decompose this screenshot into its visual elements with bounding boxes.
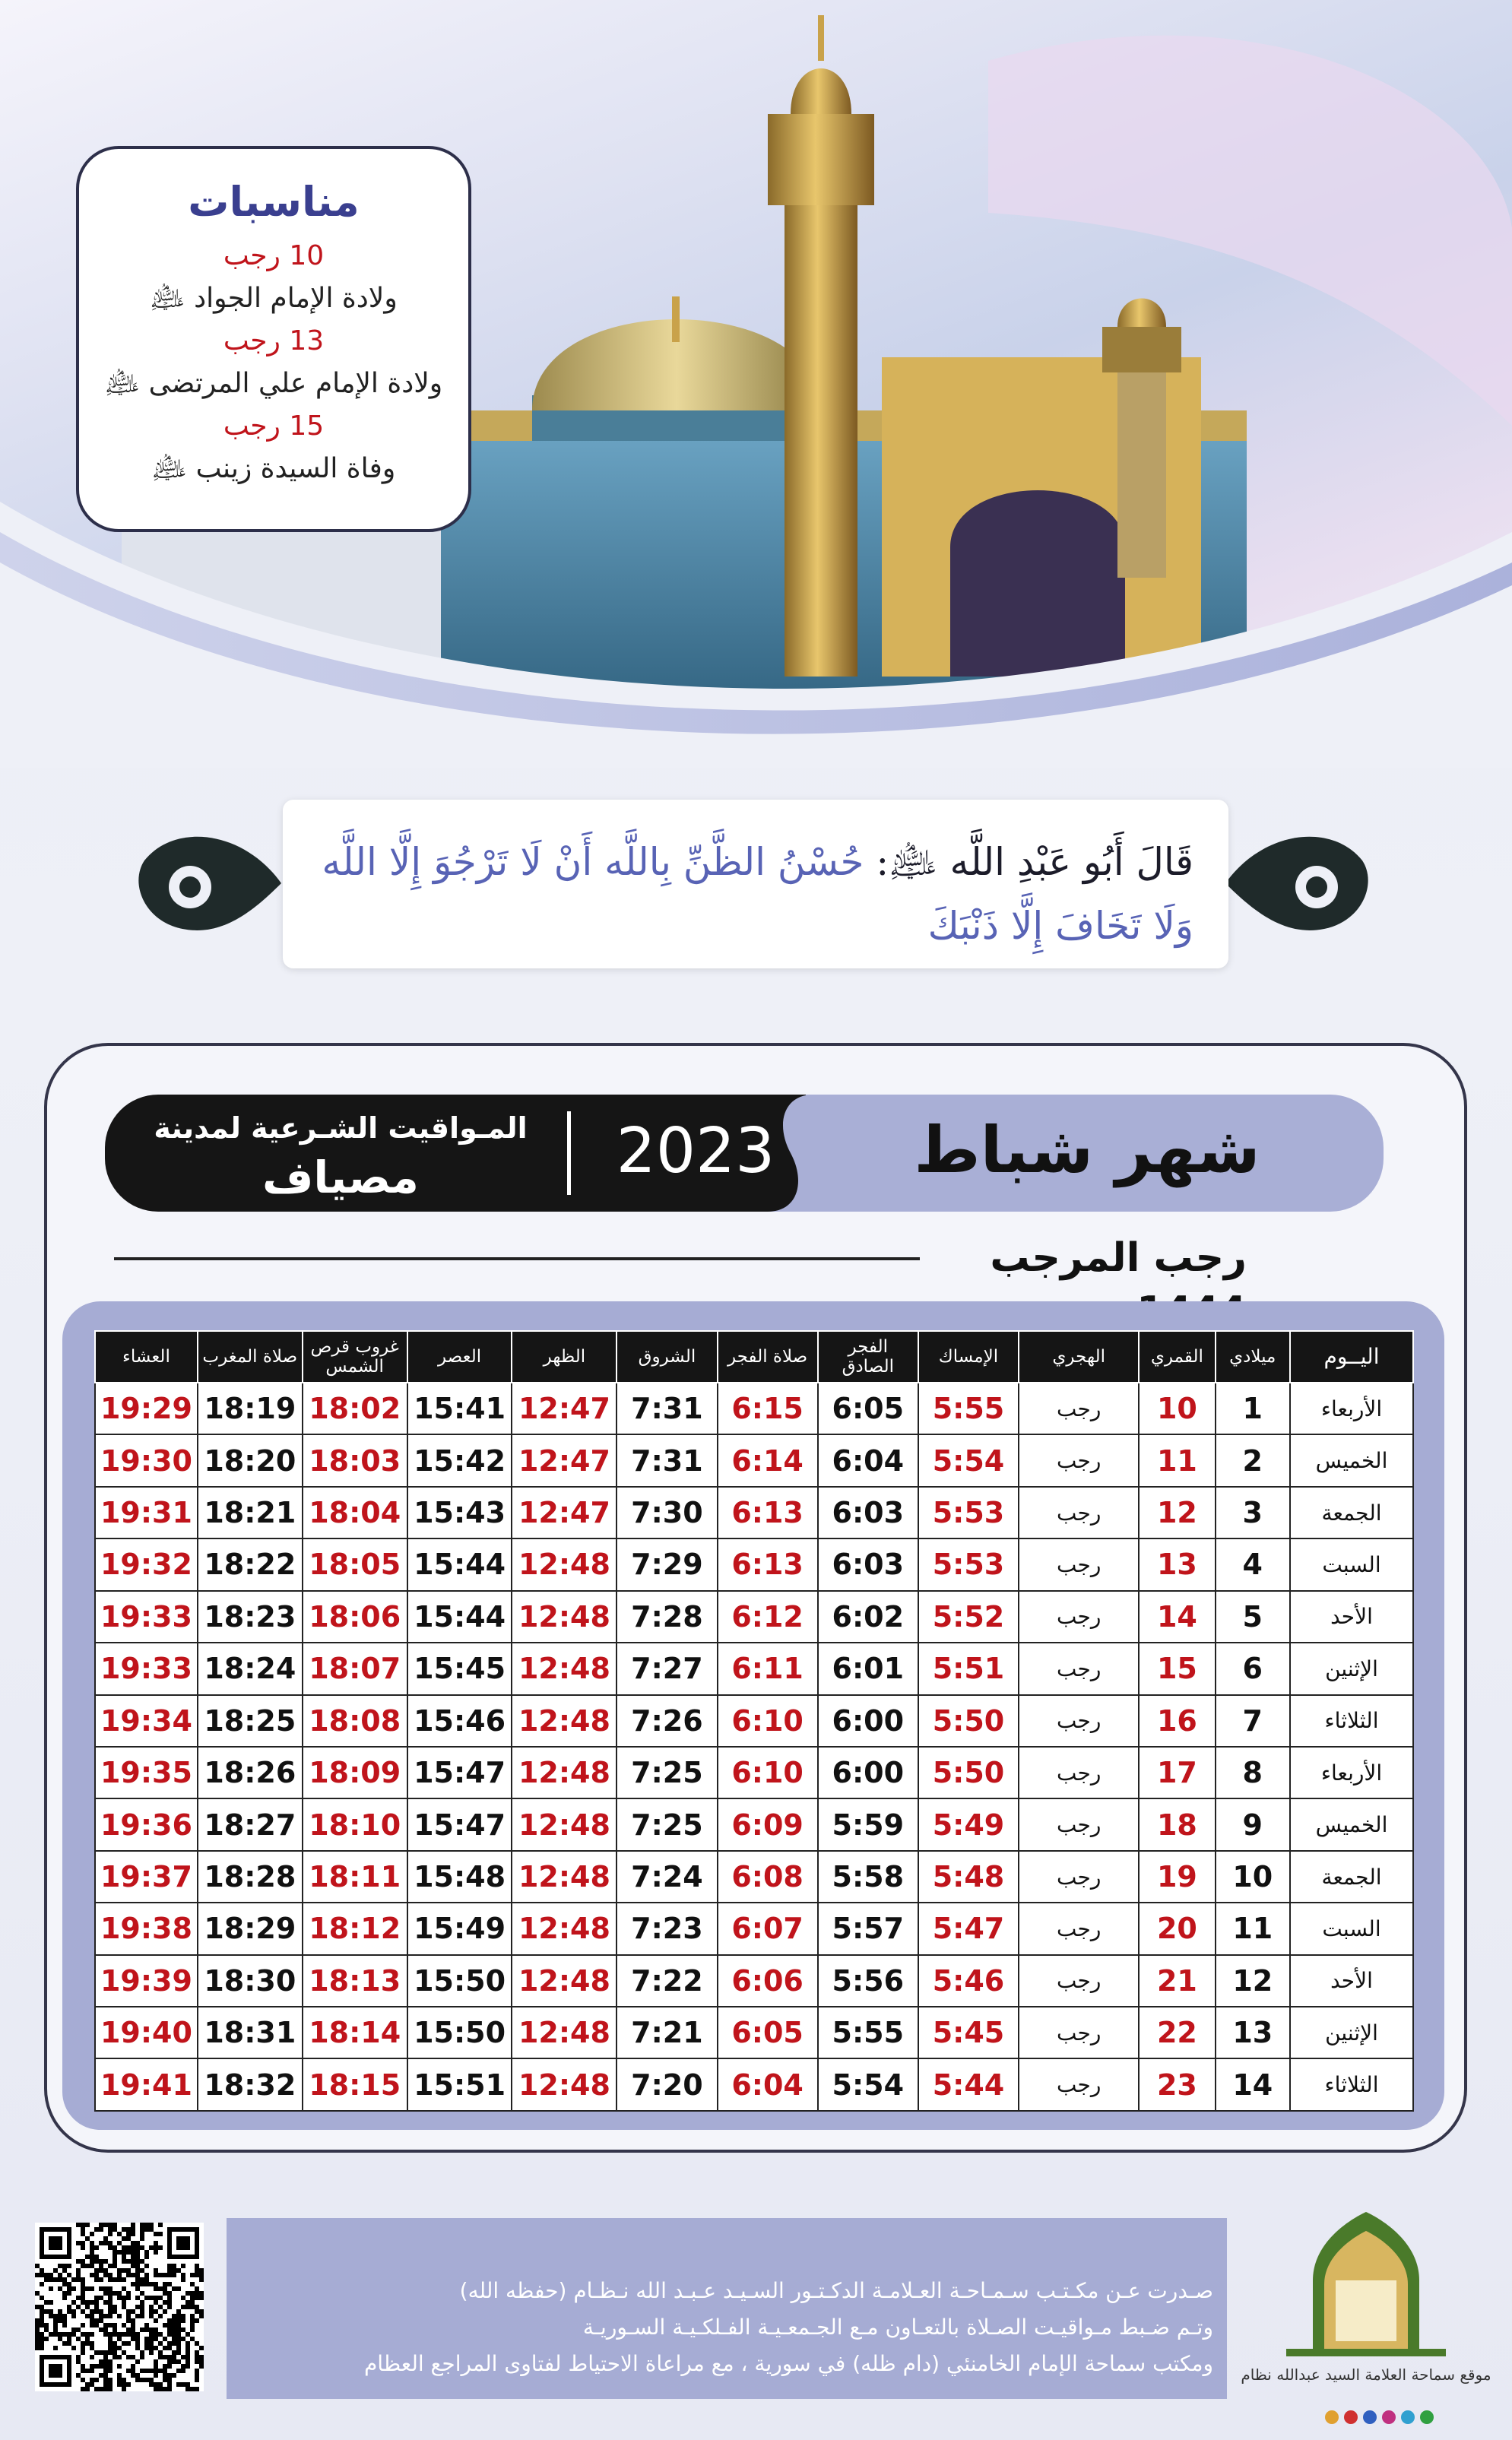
table-cell: 18:32 — [198, 2058, 303, 2111]
table-cell: 5:53 — [918, 1487, 1019, 1538]
quote-text: حُسْنُ الظَّنِّ بِاللَّه أَنْ لَا تَرْجُوَ إِلَّا اللَّه وَلَا تَخَافَ إِلَّا ذَنْبَكَ — [322, 840, 1193, 948]
table-row — [95, 1434, 1413, 1486]
table-cell: 18:23 — [198, 1591, 303, 1643]
table-cell: السبت — [1290, 1903, 1413, 1954]
table-cell: 2 — [1216, 1434, 1290, 1486]
table-cell: 5:44 — [918, 2058, 1019, 2111]
table-cell: 5:57 — [818, 1903, 918, 1954]
table-cell: 13 — [1216, 2007, 1290, 2058]
table-cell: الخميس — [1290, 1434, 1413, 1486]
table-cell: 7:29 — [617, 1538, 717, 1590]
table-row — [95, 1591, 1413, 1643]
table-cell: الإثنين — [1290, 2007, 1413, 2058]
table-cell: 18:24 — [198, 1643, 303, 1694]
events-card — [76, 146, 471, 532]
table-row — [95, 1383, 1413, 1434]
table-cell: 12:48 — [512, 2058, 617, 2111]
hijri-underline — [114, 1257, 920, 1260]
table-cell: 6:00 — [818, 1747, 918, 1798]
table-cell: 7:31 — [617, 1434, 717, 1486]
table-cell: 18:19 — [198, 1383, 303, 1434]
table-cell: 6:13 — [718, 1487, 818, 1538]
event-date: 10 رجب — [223, 240, 325, 271]
quote-box — [283, 800, 1228, 968]
table-cell: 19:38 — [95, 1903, 198, 1954]
table-cell: 23 — [1139, 2058, 1215, 2111]
table-row — [95, 1487, 1413, 1538]
table-cell: 18:30 — [198, 1955, 303, 2007]
table-cell: 18:02 — [303, 1383, 407, 1434]
table-cell: 7:26 — [617, 1695, 717, 1747]
table-cell: 7 — [1216, 1695, 1290, 1747]
table-cell: 12:48 — [512, 1903, 617, 1954]
table-cell: 5:49 — [918, 1798, 1019, 1850]
table-cell: 18:06 — [303, 1591, 407, 1643]
event-date: 15 رجب — [223, 410, 325, 442]
table-cell: 18:28 — [198, 1851, 303, 1903]
table-cell: 8 — [1216, 1747, 1290, 1798]
table-cell: 16 — [1139, 1695, 1215, 1747]
table-cell: 9 — [1216, 1798, 1290, 1850]
table-cell: الأربعاء — [1290, 1747, 1413, 1798]
table-cell: 18:21 — [198, 1487, 303, 1538]
table-cell: 19:39 — [95, 1955, 198, 2007]
table-cell: 5:48 — [918, 1851, 1019, 1903]
table-cell: 12:48 — [512, 1851, 617, 1903]
table-cell: 14 — [1139, 1591, 1215, 1643]
events-title: مناسبات — [188, 178, 360, 226]
table-cell: رجب — [1019, 1538, 1139, 1590]
table-cell: 5:51 — [918, 1643, 1019, 1694]
table-cell: رجب — [1019, 1591, 1139, 1643]
table-cell: 15:42 — [407, 1434, 512, 1486]
table-cell: 7:24 — [617, 1851, 717, 1903]
table-cell: 19:36 — [95, 1798, 198, 1850]
table-cell: 18:31 — [198, 2007, 303, 2058]
table-cell: 12:47 — [512, 1434, 617, 1486]
col-header: الهجري — [1019, 1331, 1139, 1383]
table-cell: 18:29 — [198, 1903, 303, 1954]
table-cell: 20 — [1139, 1903, 1215, 1954]
table-cell: 12:48 — [512, 2007, 617, 2058]
table-cell: 19:34 — [95, 1695, 198, 1747]
table-cell: 15:44 — [407, 1538, 512, 1590]
table-cell: 3 — [1216, 1487, 1290, 1538]
table-cell: 7:23 — [617, 1903, 717, 1954]
table-cell: رجب — [1019, 1747, 1139, 1798]
table-row — [95, 1695, 1413, 1747]
table-cell: الجمعة — [1290, 1487, 1413, 1538]
event-name: وفاة السيدة زينب ﵇ — [151, 453, 396, 484]
table-cell: 6:07 — [718, 1903, 818, 1954]
table-cell: 6:11 — [718, 1643, 818, 1694]
table-cell: 5:47 — [918, 1903, 1019, 1954]
table-cell: 19:33 — [95, 1643, 198, 1694]
table-cell: رجب — [1019, 1851, 1139, 1903]
col-header: الإمساك — [918, 1331, 1019, 1383]
table-cell: 18:26 — [198, 1747, 303, 1798]
table-cell: 18:11 — [303, 1851, 407, 1903]
col-header: القمري — [1139, 1331, 1215, 1383]
table-cell: 15 — [1139, 1643, 1215, 1694]
table-cell: 18:07 — [303, 1643, 407, 1694]
table-cell: 18:25 — [198, 1695, 303, 1747]
table-cell: 19:37 — [95, 1851, 198, 1903]
table-cell: 12 — [1216, 1955, 1290, 2007]
table-cell: رجب — [1019, 1643, 1139, 1694]
table-cell: 6:10 — [718, 1695, 818, 1747]
table-cell: 14 — [1216, 2058, 1290, 2111]
qr-code-icon — [35, 2223, 204, 2391]
table-cell: رجب — [1019, 1383, 1139, 1434]
col-header: صلاة المغرب — [198, 1331, 303, 1383]
table-cell: 12:48 — [512, 1955, 617, 2007]
table-cell: الخميس — [1290, 1798, 1413, 1850]
table-row — [95, 1643, 1413, 1694]
table-cell: 5:54 — [818, 2058, 918, 2111]
table-cell: 19:32 — [95, 1538, 198, 1590]
table-cell: 1 — [1216, 1383, 1290, 1434]
table-row — [95, 2007, 1413, 2058]
table-cell: 5:59 — [818, 1798, 918, 1850]
table-cell: 7:22 — [617, 1955, 717, 2007]
col-header: الظهر — [512, 1331, 617, 1383]
table-cell: 15:46 — [407, 1695, 512, 1747]
table-cell: رجب — [1019, 1695, 1139, 1747]
table-cell: الجمعة — [1290, 1851, 1413, 1903]
table-cell: 5:50 — [918, 1747, 1019, 1798]
table-cell: 19:31 — [95, 1487, 198, 1538]
table-cell: 6:04 — [718, 2058, 818, 2111]
table-cell: 18:08 — [303, 1695, 407, 1747]
hijri-month: رجب المرجب — [990, 1235, 1247, 1281]
table-cell: 6:09 — [718, 1798, 818, 1850]
table-cell: رجب — [1019, 2007, 1139, 2058]
table-cell: 15:50 — [407, 2007, 512, 2058]
logo-icon — [1241, 2197, 1491, 2440]
table-cell: 18:10 — [303, 1798, 407, 1850]
table-cell: 18:13 — [303, 1955, 407, 2007]
hero-image — [0, 0, 1512, 768]
table-cell: رجب — [1019, 1798, 1139, 1850]
table-cell: 22 — [1139, 2007, 1215, 2058]
table-row — [95, 1798, 1413, 1850]
table-cell: 10 — [1216, 1851, 1290, 1903]
table-cell: 19:35 — [95, 1747, 198, 1798]
table-cell: 12:48 — [512, 1643, 617, 1694]
table-cell: 11 — [1139, 1434, 1215, 1486]
table-row — [95, 1955, 1413, 2007]
table-cell: 7:28 — [617, 1591, 717, 1643]
quote-speaker: قَالَ أَبُو عَبْدِ اللَّه ﵇: — [876, 840, 1193, 884]
col-header: الفجر الصادق — [818, 1331, 918, 1383]
table-cell: 5:50 — [918, 1695, 1019, 1747]
event-name: ولادة الإمام علي المرتضى ﵇ — [104, 368, 443, 399]
right-ornament-icon — [1225, 815, 1377, 952]
table-cell: 15:43 — [407, 1487, 512, 1538]
table-cell: 21 — [1139, 1955, 1215, 2007]
table-cell: 12:48 — [512, 1798, 617, 1850]
event-date: 13 رجب — [223, 325, 325, 356]
col-header: اليــوم — [1290, 1331, 1413, 1383]
table-cell: 6:12 — [718, 1591, 818, 1643]
table-cell: الأحد — [1290, 1955, 1413, 2007]
table-cell: 6:05 — [718, 2007, 818, 2058]
prayer-times-table — [94, 1330, 1414, 2112]
col-header: غروب قرص الشمس — [303, 1331, 407, 1383]
table-cell: 12:48 — [512, 1538, 617, 1590]
table-cell: 6:03 — [818, 1538, 918, 1590]
col-header: الشروق — [617, 1331, 717, 1383]
table-cell: 15:44 — [407, 1591, 512, 1643]
table-cell: 18:12 — [303, 1903, 407, 1954]
table-cell: 5:55 — [818, 2007, 918, 2058]
table-cell: 6:10 — [718, 1747, 818, 1798]
table-cell: 15:51 — [407, 2058, 512, 2111]
table-cell: 19:41 — [95, 2058, 198, 2111]
table-cell: الثلاثاء — [1290, 2058, 1413, 2111]
table-cell: 10 — [1139, 1383, 1215, 1434]
table-cell: 6:05 — [818, 1383, 918, 1434]
table-cell: رجب — [1019, 1434, 1139, 1486]
table-cell: رجب — [1019, 2058, 1139, 2111]
col-header: العصر — [407, 1331, 512, 1383]
table-cell: 5:53 — [918, 1538, 1019, 1590]
table-cell: 18:14 — [303, 2007, 407, 2058]
table-cell: 7:21 — [617, 2007, 717, 2058]
table-row — [95, 2058, 1413, 2111]
table-cell: 18:05 — [303, 1538, 407, 1590]
table-cell: 15:49 — [407, 1903, 512, 1954]
event-name: ولادة الإمام الجواد ﵇ — [150, 283, 398, 314]
col-header: العشاء — [95, 1331, 198, 1383]
table-cell: 15:48 — [407, 1851, 512, 1903]
table-cell: 6:00 — [818, 1695, 918, 1747]
table-cell: 11 — [1216, 1903, 1290, 1954]
table-cell: الثلاثاء — [1290, 1695, 1413, 1747]
table-cell: 5:54 — [918, 1434, 1019, 1486]
table-cell: 12:48 — [512, 1695, 617, 1747]
table-cell: 5:46 — [918, 1955, 1019, 2007]
table-cell: 6:06 — [718, 1955, 818, 2007]
table-row — [95, 1851, 1413, 1903]
table-cell: الإثنين — [1290, 1643, 1413, 1694]
table-cell: رجب — [1019, 1903, 1139, 1954]
banner-divider — [567, 1111, 571, 1195]
table-cell: رجب — [1019, 1487, 1139, 1538]
table-cell: 18:03 — [303, 1434, 407, 1486]
footer-line: ومكتب سماحة الإمام الخامنئي (دام ظله) في سورية ، مع مراعاة الاحتياط لفتاوى المراجع العظام — [363, 2351, 1213, 2376]
table-cell: 12:48 — [512, 1747, 617, 1798]
table-cell: 17 — [1139, 1747, 1215, 1798]
footer-line: صـدرت عـن مكـتـب سـمـاحـة العـلامـة الدكـتـور السـيـد عـبـد الله نـظـام (حفظه الله) — [459, 2278, 1213, 2303]
table-cell: 7:31 — [617, 1383, 717, 1434]
table-cell: 12:47 — [512, 1383, 617, 1434]
table-cell: 6:08 — [718, 1851, 818, 1903]
table-cell: 15:50 — [407, 1955, 512, 2007]
table-cell: 12:48 — [512, 1591, 617, 1643]
table-cell: 6 — [1216, 1643, 1290, 1694]
table-cell: 5 — [1216, 1591, 1290, 1643]
table-cell: 5:55 — [918, 1383, 1019, 1434]
table-cell: 18:09 — [303, 1747, 407, 1798]
table-row — [95, 1747, 1413, 1798]
table-cell: 6:01 — [818, 1643, 918, 1694]
logo-caption: موقع سماحة العلامة السيد عبدالله نظام — [1241, 2366, 1491, 2384]
table-cell: 13 — [1139, 1538, 1215, 1590]
table-cell: الأحد — [1290, 1591, 1413, 1643]
table-cell: 7:27 — [617, 1643, 717, 1694]
col-header: صلاة الفجر — [718, 1331, 818, 1383]
table-cell: 19:40 — [95, 2007, 198, 2058]
table-header-row — [95, 1331, 1413, 1383]
table-cell: 19:29 — [95, 1383, 198, 1434]
table-cell: رجب — [1019, 1955, 1139, 2007]
table-cell: 15:47 — [407, 1798, 512, 1850]
left-ornament-icon — [129, 815, 281, 952]
table-cell: 6:02 — [818, 1591, 918, 1643]
table-cell: 18:15 — [303, 2058, 407, 2111]
table-cell: 18:20 — [198, 1434, 303, 1486]
table-cell: 7:25 — [617, 1798, 717, 1850]
table-cell: 6:15 — [718, 1383, 818, 1434]
table-cell: 19:33 — [95, 1591, 198, 1643]
table-cell: 18:04 — [303, 1487, 407, 1538]
table-cell: 15:47 — [407, 1747, 512, 1798]
table-cell: 6:14 — [718, 1434, 818, 1486]
city-label: المـواقيت الشـرعية لمدينة — [154, 1111, 528, 1145]
month-title: شهر شباط — [914, 1113, 1260, 1187]
table-cell: 6:03 — [818, 1487, 918, 1538]
table-cell: 18:22 — [198, 1538, 303, 1590]
table-cell: 6:04 — [818, 1434, 918, 1486]
table-cell: 5:56 — [818, 1955, 918, 2007]
table-cell: 7:25 — [617, 1747, 717, 1798]
table-cell: 5:58 — [818, 1851, 918, 1903]
table-row — [95, 1538, 1413, 1590]
table-cell: 7:30 — [617, 1487, 717, 1538]
table-cell: 5:45 — [918, 2007, 1019, 2058]
table-cell: 4 — [1216, 1538, 1290, 1590]
table-cell: 12:47 — [512, 1487, 617, 1538]
city-name: مصياف — [262, 1152, 419, 1203]
table-cell: 15:41 — [407, 1383, 512, 1434]
table-cell: 12 — [1139, 1487, 1215, 1538]
table-cell: السبت — [1290, 1538, 1413, 1590]
col-header: ميلادي — [1216, 1331, 1290, 1383]
table-cell: الأربعاء — [1290, 1383, 1413, 1434]
year-label: 2023 — [616, 1115, 775, 1187]
table-cell: 18 — [1139, 1798, 1215, 1850]
table-cell: 19:30 — [95, 1434, 198, 1486]
table-cell: 6:13 — [718, 1538, 818, 1590]
footer-text — [240, 2273, 1213, 2382]
table-row — [95, 1903, 1413, 1954]
table-cell: 7:20 — [617, 2058, 717, 2111]
table-cell: 15:45 — [407, 1643, 512, 1694]
table-cell: 18:27 — [198, 1798, 303, 1850]
table-cell: 19 — [1139, 1851, 1215, 1903]
table-cell: 5:52 — [918, 1591, 1019, 1643]
footer-line: وتـم ضـبط مـواقيـت الصـلاة بالتعـاون مـع الجـمعـيـة الفـلكـيـة السـوريـة — [582, 2315, 1213, 2340]
